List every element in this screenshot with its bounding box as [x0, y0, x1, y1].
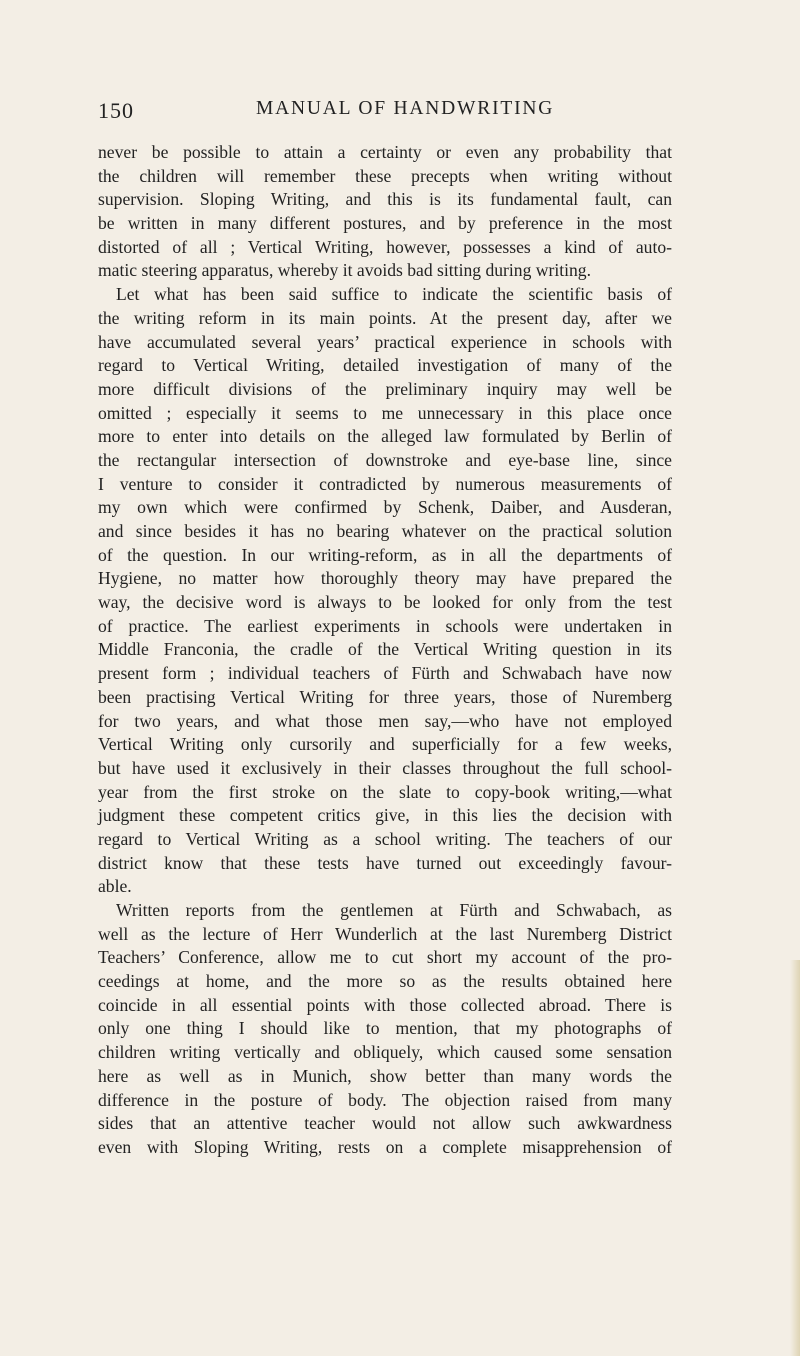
text-line: ceedings at home, and the more so as the results obtained here — [98, 971, 672, 992]
page-number: 150 — [98, 98, 134, 123]
text-line: year from the first stroke on the slate to copy-book writing,—what — [98, 781, 672, 802]
text-line: more difficult divisions of the preliminary inquiry may well be — [98, 378, 672, 399]
text-line: the children will remember these precepts when writing without — [98, 165, 672, 186]
text-line: matic steering apparatus, whereby it avoids bad sitting during writing. — [98, 260, 592, 281]
text-line: way, the decisive word is always to be looked for only from the test — [98, 592, 672, 613]
text-line: of practice. The earliest experiments in schools were undertaken in — [98, 615, 672, 636]
text-line: been practising Vertical Writing for three years, those of Nuremberg — [98, 686, 672, 707]
text-line: regard to Vertical Writing, detailed investigation of many of the — [98, 355, 672, 376]
text-line: the writing reform in its main points. At the present day, after we — [98, 307, 672, 328]
text-line: even with Sloping Writing, rests on a complete misapprehension of — [98, 1136, 672, 1157]
text-line: the rectangular intersection of downstroke and eye-base line, since — [98, 449, 672, 470]
text-line: Middle Franconia, the cradle of the Vertical Writing question in its — [98, 639, 672, 660]
text-line: and since besides it has no bearing whatever on the practical solution — [98, 521, 672, 541]
text-line: coincide in all essential points with those collected abroad. There is — [98, 994, 672, 1015]
text-line: I venture to consider it contradicted by numerous measurements of — [98, 473, 672, 494]
text-line: Hygiene, no matter how thoroughly theory may have prepared the — [98, 568, 672, 589]
text-line: present form ; individual teachers of Fürth and Schwabach have now — [98, 663, 672, 684]
running-header — [98, 98, 674, 126]
text-line: have accumulated several years’ practical experience in schools with — [98, 331, 672, 352]
text-line: never be possible to attain a certainty or even any probability that — [98, 142, 672, 162]
text-line: sides that an attentive teacher would not allow such awkwardness — [98, 1113, 672, 1134]
text-line: regard to Vertical Writing as a school writing. The teachers of our — [98, 828, 672, 849]
text-line: for two years, and what those men say,—who have not employed — [98, 710, 672, 731]
text-line: distorted of all ; Vertical Writing, however, possesses a kind of auto- — [98, 236, 672, 257]
text-line: more to enter into details on the alleged law formulated by Berlin of — [98, 426, 672, 447]
text-line: my own which were confirmed by Schenk, Daiber, and Ausderan, — [98, 497, 672, 518]
body-text — [98, 141, 672, 1160]
text-line: be written in many different postures, and by preference in the most — [98, 213, 672, 234]
text-line: judgment these competent critics give, in this lies the decision with — [98, 805, 672, 826]
text-line: difference in the posture of body. The objection raised from many — [98, 1089, 672, 1110]
text-line: district know that these tests have turned out exceedingly favour- — [98, 852, 672, 873]
text-line: of the question. In our writing-reform, as in all the departments of — [98, 544, 672, 565]
text-line: children writing vertically and obliquely, which caused some sensation — [98, 1042, 672, 1063]
text-line: Vertical Writing only cursorily and superficially for a few weeks, — [98, 734, 672, 755]
text-line: supervision. Sloping Writing, and this is its fundamental fault, can — [98, 189, 672, 210]
text-line: but have used it exclusively in their classes throughout the full school- — [98, 757, 672, 778]
text-line: Written reports from the gentlemen at Fürth and Schwabach, as — [116, 900, 672, 920]
running-title: MANUAL OF HANDWRITING — [256, 98, 555, 119]
text-line: only one thing I should like to mention, that my photographs of — [98, 1018, 672, 1039]
page-edge-stain — [790, 960, 800, 1356]
text-line: able. — [98, 876, 132, 897]
text-line: here as well as in Munich, show better than many words the — [98, 1065, 672, 1086]
text-line: Let what has been said suffice to indicate the scientific basis of — [116, 284, 672, 305]
text-line: Teachers’ Conference, allow me to cut short my account of the pro- — [98, 947, 672, 968]
text-line: well as the lecture of Herr Wunderlich at the last Nuremberg District — [98, 923, 672, 944]
text-line: omitted ; especially it seems to me unnecessary in this place once — [98, 402, 672, 423]
